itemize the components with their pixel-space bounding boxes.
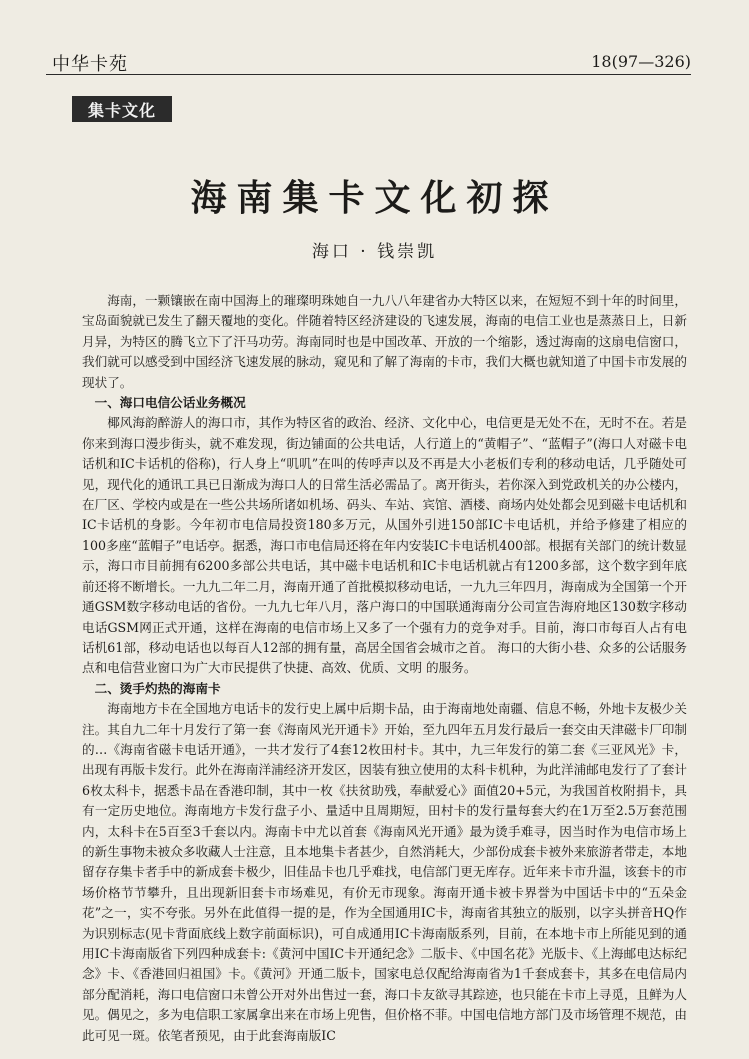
section-paragraph: 椰风海韵醉游人的海口市，其作为特区省的政治、经济、文化中心，电信更是无处不在，无时不在。若是你来到海口漫步街头，就不难发现，街边铺面的公共电话，人行道上的“黄帽子”、“蓝帽子”(海口人对磁卡电话机和IC卡话机的俗称)，行人身上“叽叽”在叫的传呼声以及不再是大小老板们专利的移动电话，几乎随处可见，现代化的通讯工具已日渐成为海口人的日常生活必需品了。离开街头，若你深入到党政机关的办公楼内，在厂区、学校内或是在一些公共场所诸如机场、码头、车站、宾馆、酒楼、商场内处处都会见到磁卡电话机和IC卡话机的身影。今年初市电信局投资180多万元，从国外引进150部IC卡电话机，并给予修建了相应的100多座“蓝帽子”电话亭。据悉，海口市电信局还将在年内安装IC卡电话机400部。根据有关部门的统计数显示，海口市目前拥有6200多部公共电话，其中磁卡电话机和IC卡电话机就占有1200多部，这个数字到年底前还将不断增长。一九九二年二月，海南开通了首批模拟移动电话，一九九三年四月，海南成为全国第一个开通GSM数字移动电话的省份。一九九七年八月，落户海口的中国联通海南分公司宣告海府地区130数字移动电话GSM网正式开通，这样在海南的电信市场上又多了一个强有力的竞争对手。目前，海口市每百人占有电话机61部，移动电话也以每百人12部的拥有量，高居全国省会城市之首。 海口的大街小巷、众多的公话服务点和电信营业窗口为广大市民提供了快捷、高效、优质、文明 的服务。: [82, 415, 687, 676]
issue-number: 18(97—326): [591, 52, 691, 71]
section-heading: 二、烫手灼热的海南卡: [94, 680, 221, 696]
section-heading: 一、海口电信公话业务概况: [94, 395, 246, 411]
intro-paragraph: 海南，一颗镶嵌在南中国海上的璀璨明珠她自一九八八年建省办大特区以来，在短短不到十年的时间里，宝岛面貌就已发生了翻天覆地的变化。伴随着特区经济建设的飞速发展，海南的电信工业也是蒸蒸日上，日新月异，为特区的腾飞立下了汗马功劳。海南同时也是中国改革、开放的一个缩影，透过海南的这扇电信窗口，我们就可以感受到中国经济飞速发展的脉动，窥见和了解了海南的卡市，我们大概也就知道了中国卡市发展的现状了。: [82, 293, 687, 390]
article-body: [82, 291, 687, 1046]
section-paragraph: 海南地方卡在全国地方电话卡的发行史上属中后期卡品，由于海南地处南疆、信息不畅，外地卡友极少关注。其自九二年十月发行了第一套《海南风光开通卡》开始，至九四年五月发行最后一套交由天津磁卡厂印制的…《海南省磁卡电话开通》，一共才发行了4套12枚田村卡。其中，九三年发行的第二套《三亚风光》卡，出现有再版卡发行。此外在海南洋浦经济开发区，因装有独立使用的太科卡机种，为此洋浦邮电发行了了套计6枚太科卡，据悉卡品在香港印制，其中一枚《扶贫助残，奉献爱心》面值20+5元，为我国首枚附捐卡，具有一定历史地位。海南地方卡发行盘子小、量适中且周期短，田村卡的发行量每套大约在1万至2.5万套范围内，太科卡在5百至3千套以内。海南卡中尤以首套《海南风光开通》最为烫手难寻，因当时作为电信市场上的新生事物未被众多收藏人士注意，且本地集卡者甚少，自然消耗大，少部份成套卡被外来旅游者带走，本地留存存集卡者手中的新成套卡极少，旧佳品卡也几乎难找，电信部门更无库存。近年来卡市升温，该套卡的市场价格节节攀升，且出现新旧套卡市场难见，有价无市现象。海南开通卡被卡界誉为中国话卡中的“五朵金花”之一，实不夸张。另外在此值得一提的是，作为全国通用IC卡，海南省其独立的版别，以字头拼音HQ作为识别标志(见卡背面底线上数字前面标识)，可自成通用IC卡海南版系列，目前，在本地卡市上所能见到的通用IC卡海南版省下列四种成套卡:《黄河中国IC卡开通纪念》二版卡、《中国名花》光版卡、《上海邮电达标纪念》卡、《香港回归祖国》卡。《黄河》开通二版卡，国家电总仅配给海南省为1千套成套卡，其多在电信局内部分配消耗，海口电信窗口未曾公开对外出售过一套，海口卡友欲寻其踪迹，也只能在卡市上寻觅，且鲜为人见。偶见之，多为电信职工家属拿出来在市场上兜售，但价格不菲。中国电信地方部门及市场管理不规范，由此可见一斑。依笔者预见，由于此套海南版IC: [82, 701, 687, 1043]
article-title: 海南集卡文化初探: [190, 177, 559, 219]
page-header: [46, 50, 691, 74]
header-rule: [46, 74, 691, 75]
journal-name: 中华卡苑: [52, 54, 128, 75]
article-author: 海口 · 钱崇凯: [311, 242, 438, 262]
section-tag: 集卡文化: [72, 96, 172, 122]
